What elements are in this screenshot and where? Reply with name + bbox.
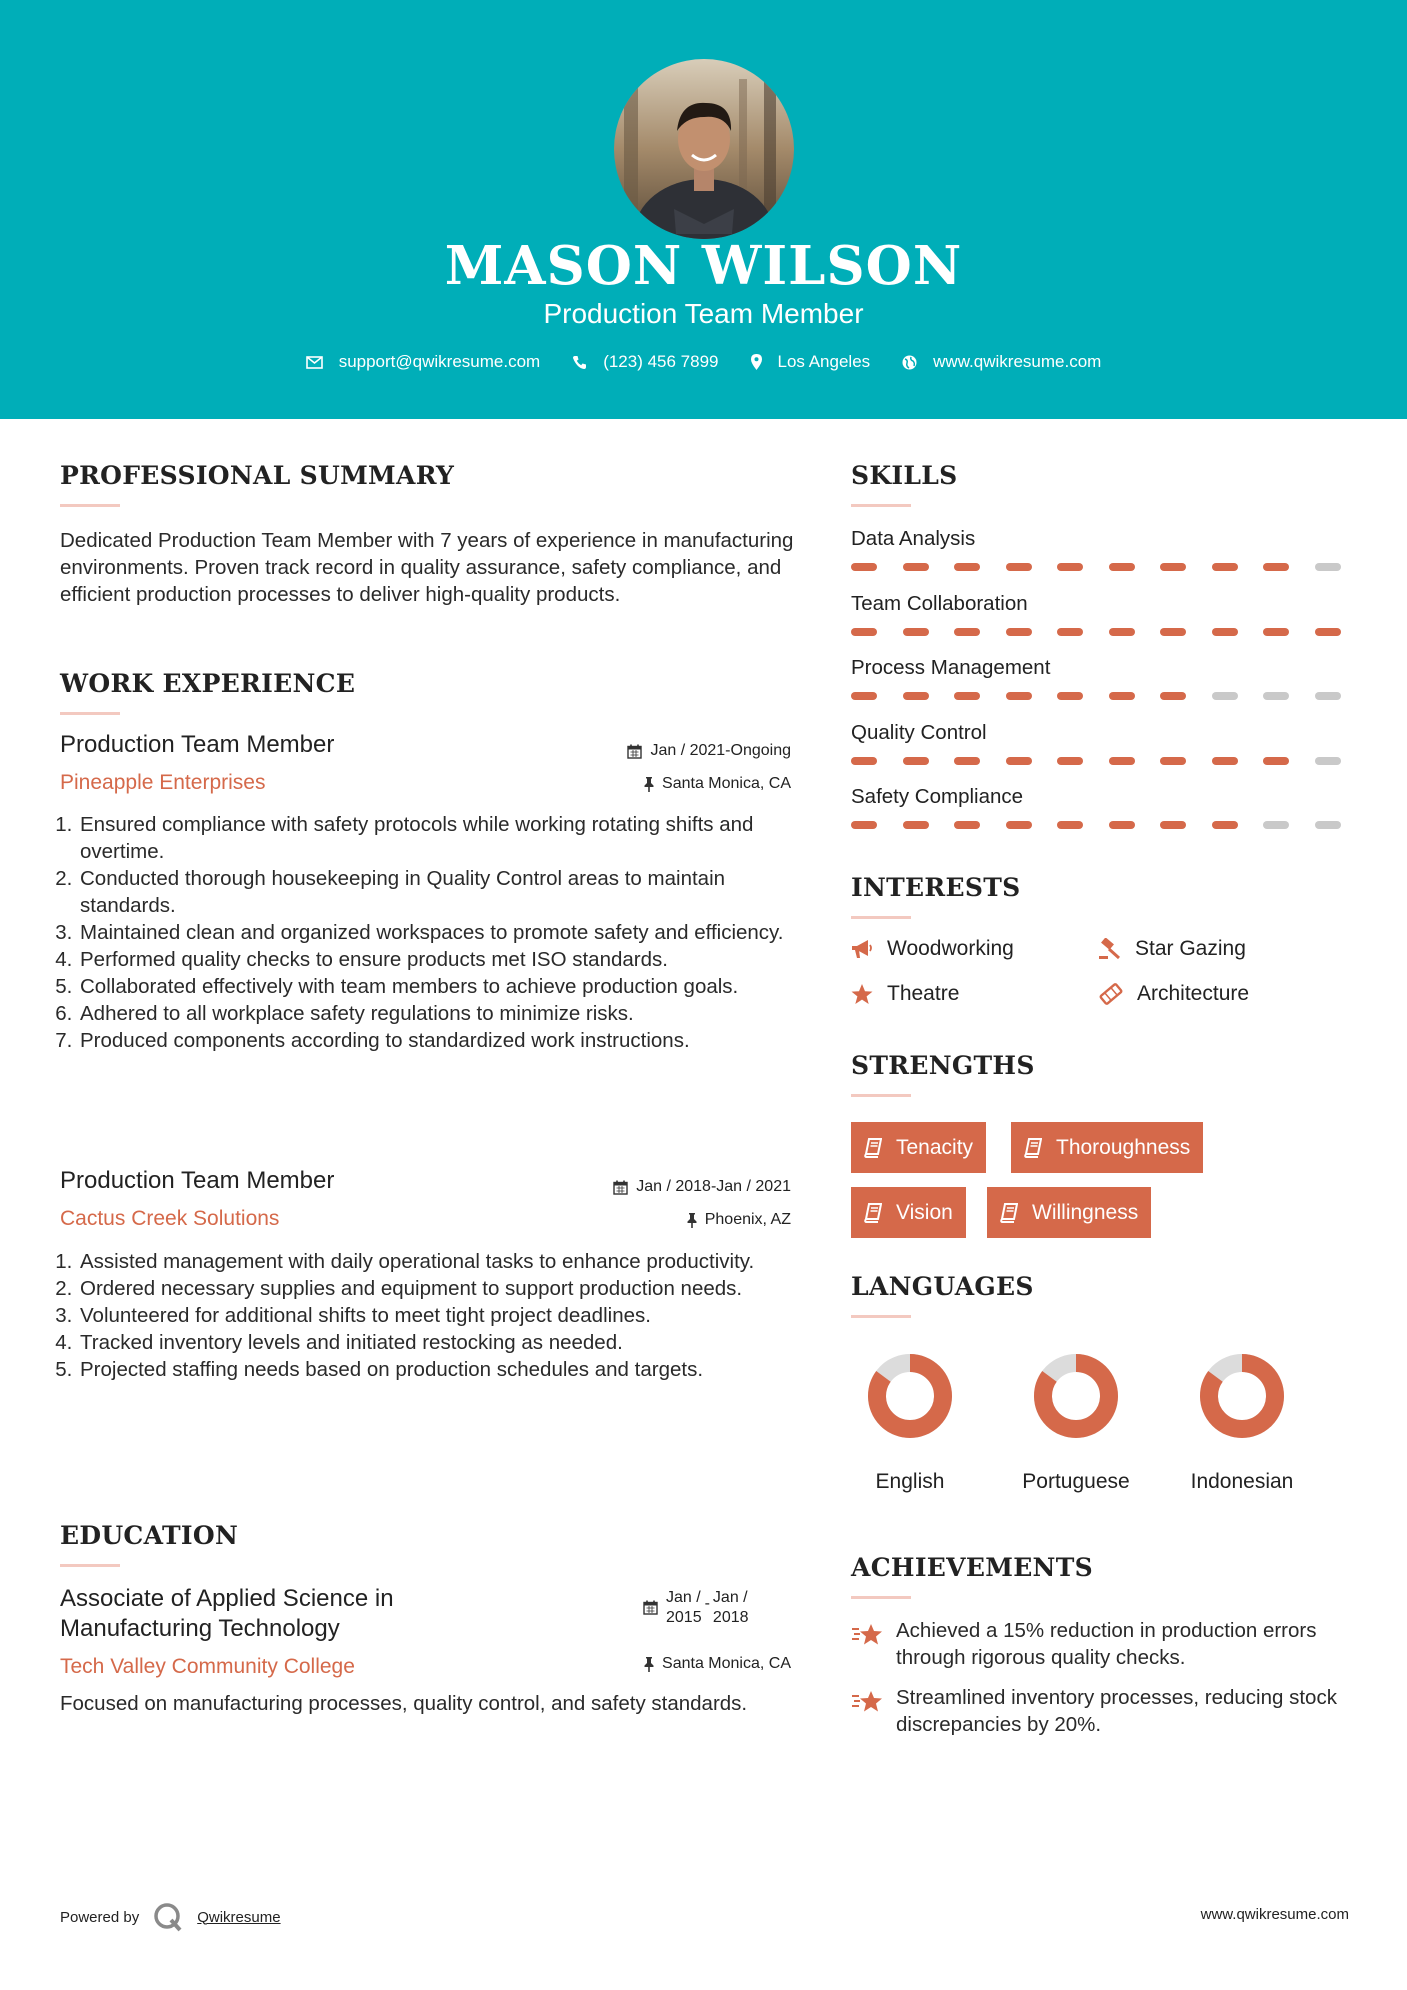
skill-rating-dot	[1315, 757, 1341, 765]
strength-tag	[851, 1187, 966, 1238]
list-item: 4. Performed quality checks to ensure products met ISO standards.	[78, 946, 800, 973]
skill-rating-dot	[1109, 757, 1135, 765]
language-item	[1177, 1352, 1307, 1497]
skill-rating	[851, 563, 1366, 571]
qwikresume-logo-icon	[153, 1902, 183, 1932]
interest-item	[1099, 937, 1246, 961]
pushpin-icon	[644, 1657, 654, 1672]
job-duties-list	[58, 811, 800, 1054]
skill-rating-dot	[1212, 563, 1238, 571]
map-pin-icon	[751, 354, 762, 370]
skill-rating-dot	[851, 692, 877, 700]
skill-name: Process Management	[851, 656, 1051, 679]
skill-rating-dot	[851, 821, 877, 829]
phone-icon	[572, 355, 587, 370]
book-icon	[1024, 1138, 1042, 1158]
profile-photo	[614, 59, 794, 239]
skill-rating-dot	[1109, 821, 1135, 829]
strength-tag	[987, 1187, 1151, 1238]
section-underline	[60, 1564, 120, 1567]
calendar-icon	[613, 1180, 628, 1195]
skill-rating-dot	[903, 628, 929, 636]
summary-text: Dedicated Production Team Member with 7 years of experience in manufacturing environments. Proven track record in quality assurance, safety compliance, and efficient production processes to deliver high-quality products.	[60, 529, 794, 606]
section-underline	[60, 712, 120, 715]
megaphone-icon	[851, 939, 873, 959]
skill-rating-dot	[1160, 692, 1186, 700]
skill-rating-dot	[1160, 563, 1186, 571]
skill-rating-dot	[1263, 628, 1289, 636]
skill-rating-dot	[1263, 563, 1289, 571]
book-icon	[864, 1203, 882, 1223]
strength-tag	[851, 1122, 986, 1173]
job-location	[687, 1211, 791, 1229]
book-icon	[1000, 1203, 1018, 1223]
email-text: support@qwikresume.com	[338, 352, 541, 371]
skill-rating-dot	[1315, 692, 1341, 700]
skill-rating	[851, 692, 1366, 700]
job-date-text: Jan / 2021-Ongoing	[650, 742, 791, 759]
skill-rating-dot	[903, 821, 929, 829]
edu-start-month: Jan /	[666, 1589, 701, 1606]
candidate-role: Production Team Member	[543, 298, 864, 329]
interest-label: Theatre	[887, 982, 960, 1005]
footer-website[interactable]: www.qwikresume.com	[1200, 1906, 1349, 1923]
skill-rating-dot	[954, 563, 980, 571]
skill-rating-dot	[1057, 563, 1083, 571]
skill-rating-dot	[1160, 757, 1186, 765]
qwikresume-link[interactable]: Qwikresume	[197, 1908, 281, 1926]
skill-rating-dot	[851, 628, 877, 636]
skill-rating-dot	[1212, 821, 1238, 829]
skill-rating-dot	[954, 628, 980, 636]
skill-rating-dot	[954, 692, 980, 700]
skill-rating-dot	[1315, 563, 1341, 571]
skill-rating-dot	[1109, 563, 1135, 571]
strength-label: Willingness	[1032, 1200, 1139, 1224]
education-description: Focused on manufacturing processes, quality control, and safety standards.	[60, 1692, 748, 1715]
contact-phone[interactable]	[572, 352, 718, 372]
skill-name: Data Analysis	[851, 527, 976, 550]
language-name: English	[875, 1470, 945, 1493]
interest-label: Architecture	[1137, 982, 1250, 1005]
education-heading: EDUCATION	[60, 1521, 239, 1550]
job-duties-list	[58, 1248, 800, 1383]
list-item: 2. Ordered necessary supplies and equipment to support production needs.	[78, 1275, 800, 1302]
interest-label: Star Gazing	[1135, 937, 1246, 960]
skill-rating	[851, 821, 1366, 829]
interest-label: Woodworking	[887, 937, 1014, 960]
achievement-text: Streamlined inventory processes, reducing stock discrepancies by 20%.	[896, 1686, 1337, 1736]
language-donut	[1032, 1352, 1120, 1440]
section-underline	[851, 1094, 911, 1097]
skill-rating-dot	[903, 692, 929, 700]
job-date-text: Jan / 2018-Jan / 2021	[636, 1178, 791, 1195]
skills-heading: SKILLS	[851, 461, 958, 490]
strength-label: Thoroughness	[1056, 1135, 1191, 1159]
skill-rating-dot	[851, 563, 877, 571]
edu-start-year: 2015	[666, 1609, 702, 1626]
contact-location	[751, 352, 871, 372]
achievement-item	[851, 1684, 1356, 1738]
pushpin-icon	[644, 777, 654, 792]
strength-label: Tenacity	[896, 1135, 974, 1159]
skill-rating-dot	[1263, 692, 1289, 700]
pushpin-icon	[687, 1213, 697, 1228]
star-icon	[851, 984, 873, 1005]
interest-item	[851, 937, 1014, 961]
education-date	[643, 1588, 749, 1628]
school-name: Tech Valley Community College	[60, 1655, 355, 1678]
skill-rating-dot	[1057, 821, 1083, 829]
award-star-icon	[851, 1688, 884, 1716]
experience-heading: WORK EXPERIENCE	[60, 669, 356, 698]
powered-by-text: Powered by	[60, 1908, 140, 1926]
section-underline	[851, 504, 911, 507]
edu-start	[666, 1588, 702, 1628]
list-item: 6. Adhered to all workplace safety regulations to minimize risks.	[78, 1000, 800, 1027]
footer-branding	[60, 1902, 281, 1932]
strength-label: Vision	[896, 1200, 953, 1224]
contact-email[interactable]	[306, 352, 541, 372]
list-item: 2. Conducted thorough housekeeping in Quality Control areas to maintain standards.	[78, 865, 800, 919]
skill-rating	[851, 628, 1366, 636]
date-separator: -	[704, 1595, 710, 1612]
skill-rating-dot	[1212, 628, 1238, 636]
candidate-name: MASON WILSON	[444, 235, 963, 297]
calendar-icon	[627, 744, 642, 759]
skill-rating-dot	[1057, 757, 1083, 765]
job-location	[644, 775, 791, 793]
skill-rating-dot	[851, 757, 877, 765]
skill-rating-dot	[1212, 692, 1238, 700]
skill-rating-dot	[1006, 821, 1032, 829]
language-item	[1016, 1352, 1136, 1497]
education-location-text: Santa Monica, CA	[662, 1655, 791, 1672]
skill-rating-dot	[1160, 821, 1186, 829]
language-name: Portuguese	[1022, 1470, 1130, 1493]
degree-title: Associate of Applied Science in Manufacturing Technology	[60, 1585, 394, 1642]
calendar-icon	[643, 1600, 658, 1615]
job-title: Production Team Member	[60, 1167, 335, 1194]
skill-rating-dot	[1109, 692, 1135, 700]
list-item: 3. Volunteered for additional shifts to meet tight project deadlines.	[78, 1302, 800, 1329]
list-item: 7. Produced components according to standardized work instructions.	[78, 1027, 800, 1054]
skill-rating-dot	[954, 757, 980, 765]
list-item: 1. Assisted management with daily operational tasks to enhance productivity.	[78, 1248, 800, 1275]
section-underline	[851, 1596, 911, 1599]
interest-item	[851, 982, 959, 1006]
gavel-icon	[1099, 938, 1121, 960]
avatar	[614, 59, 794, 239]
skill-name: Team Collaboration	[851, 591, 1028, 615]
envelope-icon	[306, 356, 323, 369]
section-underline	[60, 504, 120, 507]
job-company: Cactus Creek Solutions	[60, 1207, 280, 1230]
skill-rating-dot	[1057, 692, 1083, 700]
book-icon	[864, 1138, 882, 1158]
job-date	[613, 1178, 791, 1196]
skill-rating-dot	[1160, 628, 1186, 636]
job-title: Production Team Member	[60, 731, 335, 758]
skill-name: Safety Compliance	[851, 785, 1024, 808]
list-item: 5. Collaborated effectively with team members to achieve production goals.	[78, 973, 800, 1000]
skill-rating-dot	[1109, 628, 1135, 636]
job-date	[627, 742, 791, 760]
contact-website[interactable]	[902, 352, 1101, 372]
language-donut	[866, 1352, 954, 1440]
job-location-text: Phoenix, AZ	[704, 1211, 791, 1228]
edu-end-month: Jan /	[712, 1589, 748, 1606]
strengths-heading: STRENGTHS	[851, 1051, 1035, 1080]
achievement-text: Achieved a 15% reduction in production errors through rigorous quality checks.	[896, 1619, 1317, 1669]
interests-heading: INTERESTS	[851, 873, 1021, 902]
job-location-text: Santa Monica, CA	[662, 775, 791, 792]
skill-rating-dot	[1006, 692, 1032, 700]
website-text: www.qwikresume.com	[933, 352, 1102, 371]
education-location	[644, 1655, 791, 1673]
languages-heading: LANGUAGES	[851, 1272, 1034, 1301]
achievement-item	[851, 1617, 1356, 1671]
ticket-icon	[1099, 983, 1123, 1005]
header-banner	[0, 0, 1407, 419]
strength-tag	[1011, 1122, 1203, 1173]
skill-rating-dot	[1315, 821, 1341, 829]
skill-rating-dot	[1006, 757, 1032, 765]
section-underline	[851, 916, 911, 919]
list-item: 3. Maintained clean and organized workspaces to promote safety and efficiency.	[78, 919, 800, 946]
list-item: 5. Projected staffing needs based on production schedules and targets.	[78, 1356, 800, 1383]
language-name: Indonesian	[1190, 1470, 1294, 1493]
summary-heading: PROFESSIONAL SUMMARY	[60, 461, 455, 490]
skill-rating-dot	[1006, 563, 1032, 571]
edu-end	[713, 1588, 749, 1628]
interest-item	[1099, 982, 1249, 1006]
skill-rating-dot	[1263, 821, 1289, 829]
skill-rating-dot	[1315, 628, 1341, 636]
globe-icon	[902, 355, 917, 370]
location-text: Los Angeles	[777, 352, 871, 371]
edu-end-year: 2018	[712, 1609, 749, 1626]
skill-rating	[851, 757, 1366, 765]
list-item: 1. Ensured compliance with safety protocols while working rotating shifts and overtime.	[78, 811, 800, 865]
list-item: 4. Tracked inventory levels and initiated restocking as needed.	[78, 1329, 800, 1356]
skill-rating-dot	[903, 757, 929, 765]
phone-text: (123) 456 7899	[603, 352, 719, 371]
skill-rating-dot	[1057, 628, 1083, 636]
section-underline	[851, 1315, 911, 1318]
skill-rating-dot	[1006, 628, 1032, 636]
achievements-heading: ACHIEVEMENTS	[851, 1553, 1093, 1582]
skill-rating-dot	[1212, 757, 1238, 765]
skill-rating-dot	[1263, 757, 1289, 765]
skill-rating-dot	[954, 821, 980, 829]
skill-rating-dot	[903, 563, 929, 571]
contact-bar	[0, 352, 1407, 372]
job-company: Pineapple Enterprises	[60, 771, 266, 794]
skill-name: Quality Control	[851, 720, 987, 744]
language-item	[860, 1352, 960, 1497]
award-star-icon	[851, 1621, 884, 1649]
language-donut	[1198, 1352, 1286, 1440]
